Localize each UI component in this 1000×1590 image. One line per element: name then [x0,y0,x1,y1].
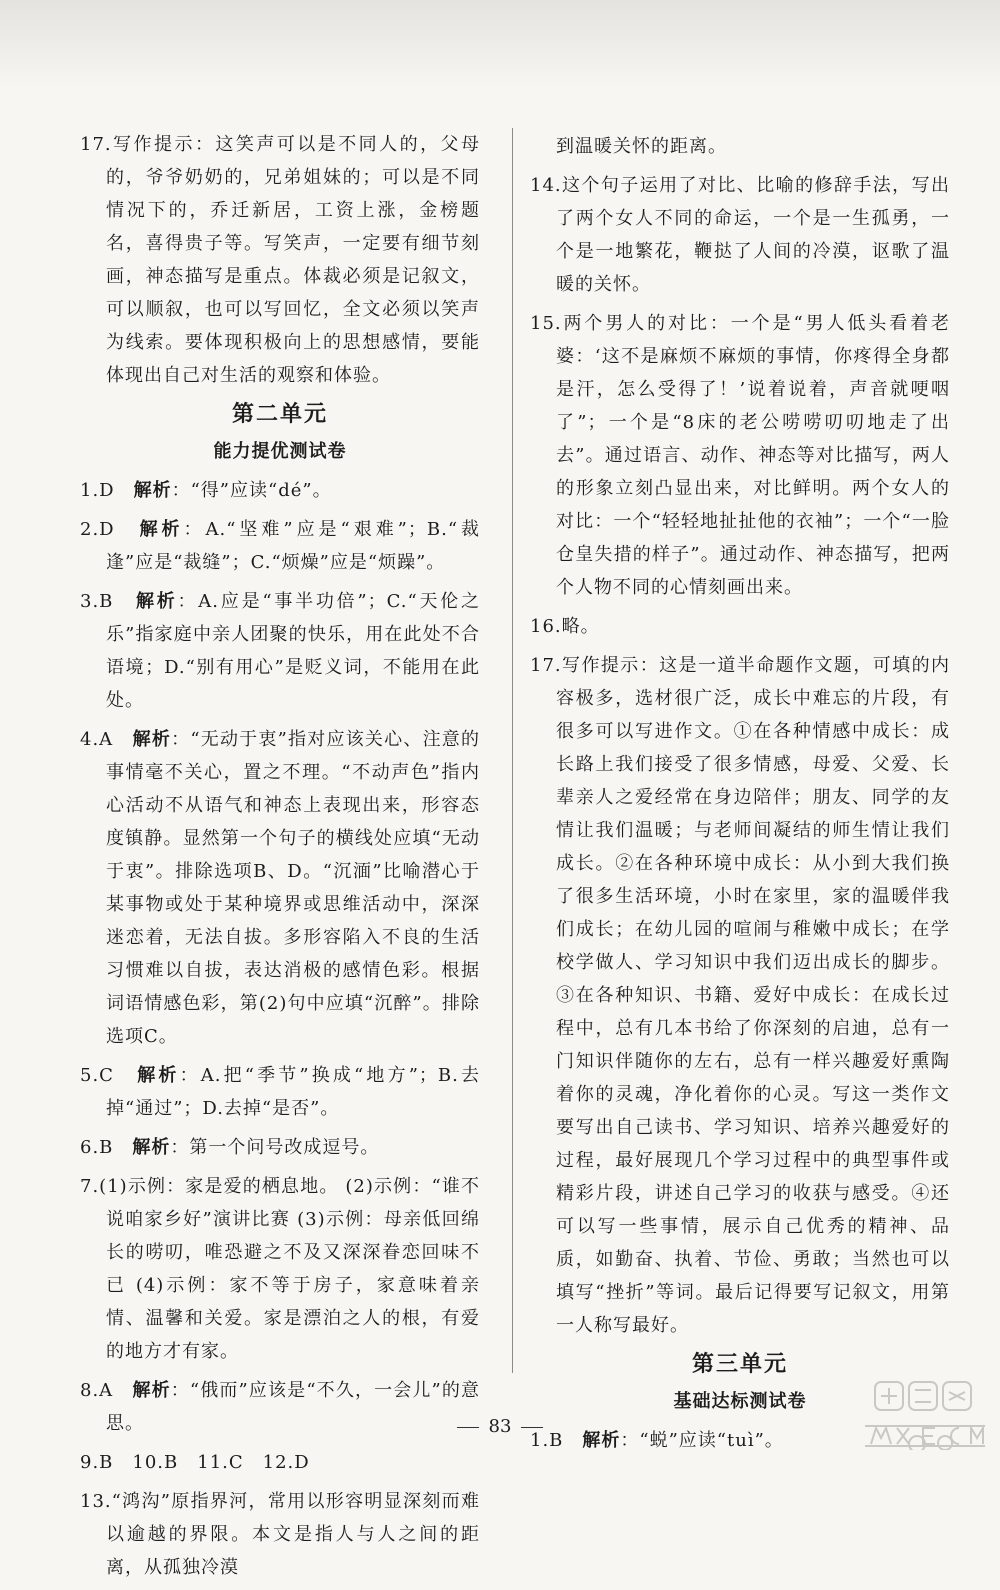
answer-item: 13.“鸿沟”原指界河，常用以形容明显深刻而难以逾越的界限。本文是指人与人之间的距离，从孤独冷漠 [80,1491,480,1578]
answer-item [80,585,480,717]
column-divider [512,128,513,1373]
analysis-label: 解析 [139,519,184,540]
answer-item [80,1131,480,1164]
answer-item [80,1059,480,1125]
answer-item [80,723,480,1053]
analysis-label: 解析 [132,729,172,750]
test-title: 基础达标测试卷 [673,1391,807,1412]
analysis-text: ：A.应是“事半功倍”；C.“天伦之乐”指家庭中亲人团聚的快乐，用在此处不合语境；D.“别有用心”是贬义词，不能用在此处。 [106,591,481,711]
watermark-logo [857,1380,992,1450]
analysis-label: 解析 [132,1137,171,1158]
analysis-text: ：A.“坚难”应是“艰难”；B.“裁逢”应是“裁缝”；C.“烦燥”应是“烦躁”。 [106,519,481,573]
analysis-label: 解析 [133,480,172,501]
analysis-label: 解析 [135,591,178,612]
analysis-text: ：“俄而”应该是“不久，一会儿”的意思。 [106,1380,481,1434]
right-column [530,130,950,1463]
answer-choice: 6.B [80,1137,114,1158]
answer-choice: 3.B [80,591,114,612]
answer-choice: 1.B [530,1430,564,1451]
test-title: 能力提优测试卷 [213,441,347,462]
answer-item: 17.写作提示：这是一道半命题作文题，可填的内容极多，选材很广泛，成长中难忘的片段，有很多可以写进作文。①在各种情感中成长：成长路上我们接受了很多情感，母爱、父爱、长辈亲人之爱经常在身边陪伴；朋友、同学的友情让我们温暖；与老师间凝结的师生情让我们成长。②在各种环境中成长：从小到大我们换了很多生活环境，小时在家里，家的温暖伴我们成长；在幼儿园的喧闹与稚嫩中成长；在学校学做人、学习知识中我们迈出成长的脚步。③在各种知识、书籍、爱好中成长：在成长过程中，总有几本书给了你深刻的启迪，总有一门知识伴随你的左右，总有一样兴趣爱好熏陶着你的灵魂，净化着你的心灵。写这一类作文要写出自己读书、学习知识、培养兴趣爱好的过程，最好展现几个学习过程中的典型事件或精彩片段，讲述自己学习的收获与感受。④还可以写一些事情，展示自己优秀的精神、品质，如勤奋、执着、节俭、勇敢；当然也可以填写“挫折”等词。最后记得要写记叙文，用第一人称写最好。 [530,655,950,1336]
analysis-label: 解析 [137,1065,180,1086]
footer-dash-right [521,1427,543,1428]
answer-item: 9.B 10.B 11.C 12.D [80,1452,310,1473]
unit-heading: 第三单元 [691,1352,788,1377]
answer-item: 14.这个句子运用了对比、比喻的修辞手法，写出了两个女人不同的命运，一个是一生孤勇，一个是一地繁花，鞭挞了人间的冷漠，讴歌了温暖的关怀。 [530,175,950,295]
analysis-label: 解析 [582,1430,621,1451]
answer-item: 17.写作提示：这笑声可以是不同人的，父母的，爷爷奶奶的，兄弟姐妹的；可以是不同情况下的，乔迁新居，工资上涨，金榜题名，喜得贵子等。写笑声，一定要有细节刻画，神态描写是重点。体裁必须是记叙文，可以顺叙，也可以写回忆，全文必须以笑声为线索。要体现积极向上的思想感情，要能体现出自己对生活的观察和体验。 [80,134,480,386]
answer-choice: 5.C [80,1065,114,1086]
answer-item: 16.略。 [530,616,600,637]
analysis-text: ：第一个问号改成逗号。 [170,1137,380,1158]
scan-top-shading [0,0,1000,90]
left-column [80,128,480,1590]
answer-item: 15.两个男人的对比：一个是“男人低头看着老婆：‘这不是麻烦不麻烦的事情，你疼得全身都是汗，怎么受得了！’说着说着，声音就哽咽了”；一个是“8床的老公唠唠叨叨地走了出去”。通过语言、动作、神态等对比描写，两人的形象立刻凸显出来，对比鲜明。两个女人的对比：一个“轻轻地扯扯他的衣袖”；一个“一脸仓皇失措的样子”。通过动作、神态描写，把两个人物不同的心情刻画出来。 [530,313,950,598]
footer-dash-left [457,1427,479,1428]
page-number: 83 [488,1416,512,1437]
analysis-text: ：“得”应读“dé”。 [171,480,332,501]
answer-continuation: 到温暖关怀的距离。 [556,136,727,157]
answer-item [80,474,480,507]
answer-item [80,513,480,579]
answer-choice: 1.D [80,480,115,501]
page-number-footer [0,1416,1000,1437]
analysis-text: ：“蜕”应读“tuì”。 [620,1430,784,1451]
analysis-label: 解析 [132,1380,171,1401]
answer-choice: 4.A [80,729,114,750]
answer-choice: 8.A [80,1380,114,1401]
unit-heading: 第二单元 [231,402,328,427]
answer-item: 7.(1)示例：家是爱的栖息地。 (2)示例：“谁不说咱家乡好”演讲比赛 (3)示例：母亲低回绵长的唠叨，唯恐避之不及又深深眷恋回味不已 (4)示例：家不等于房子，家意味着亲情、温馨和关爱。家是漂泊之人的根，有爱的地方才有家。 [80,1176,480,1362]
answer-choice: 2.D [80,519,115,540]
analysis-text: ：“无动于衷”指对应该关心、注意的事情毫不关心，置之不理。“不动声色”指内心活动不从语气和神态上表现出来，形容态度镇静。显然第一个句子的横线处应填“无动于衷”。排除选项B、D。“沉湎”比喻潜心于某事物或处于某种境界或思维活动中，深深迷恋着，无法自拔。多形容陷入不良的生活习惯难以自拔，表达消极的感情色彩。根据词语情感色彩，第(2)句中应填“沉醉”。排除选项C。 [106,729,481,1047]
analysis-text: ：A.把“季节”换成“地方”；B.去掉“通过”；D.去掉“是否”。 [106,1065,481,1119]
